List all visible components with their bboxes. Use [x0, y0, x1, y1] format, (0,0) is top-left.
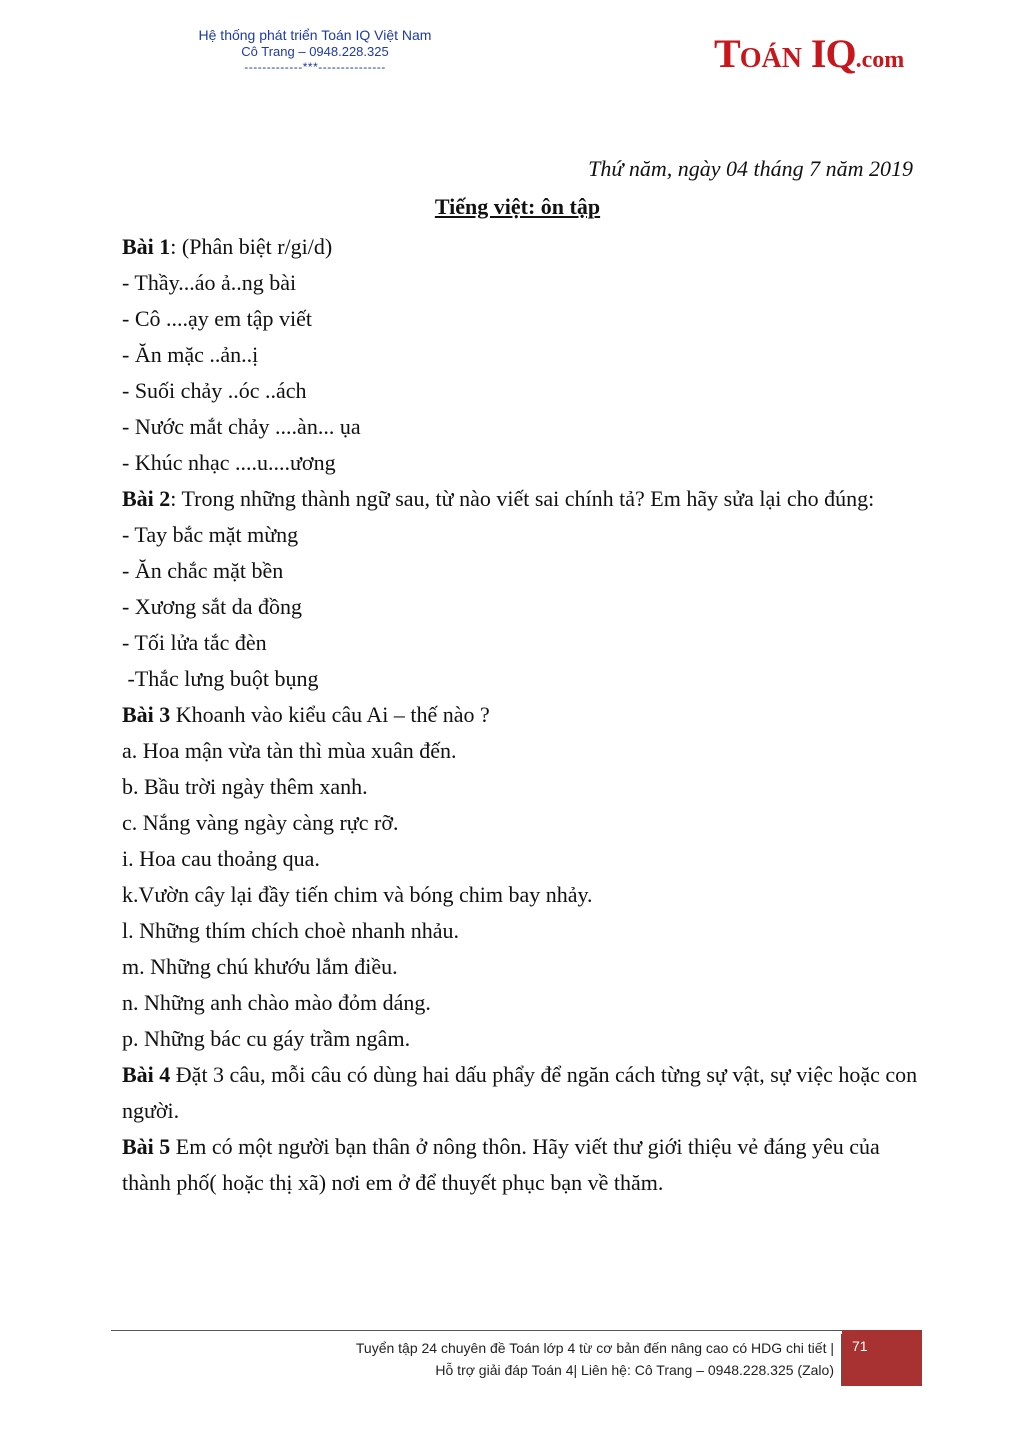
exercise-body — [122, 229, 922, 1201]
footer-line-1: Tuyển tập 24 chuyên đề Toán lớp 4 từ cơ bản đến nâng cao có HDG chi tiết | — [355, 1340, 834, 1356]
bai3-item: a. Hoa mận vừa tàn thì mùa xuân đến. — [122, 738, 457, 763]
bai2-item: -Thắc lưng buột bụng — [122, 666, 319, 691]
header-divider: -------------***--------------- — [244, 60, 386, 74]
header-org-block — [160, 26, 470, 74]
bai3-heading: Bài 3 Khoanh vào kiểu câu Ai – thế nào ? — [122, 702, 490, 727]
bai3-item: i. Hoa cau thoảng qua. — [122, 846, 320, 871]
toaniq-logo: TOÁN IQ.com — [714, 31, 905, 76]
bai2-item: - Xương sắt da đồng — [122, 594, 302, 619]
footer-text — [356, 1337, 834, 1381]
bai3-item: m. Những chú khướu lắm điều. — [122, 954, 398, 979]
bai3-item: l. Những thím chích choè nhanh nhảu. — [122, 918, 459, 943]
bai2-item: - Tối lửa tắc đèn — [122, 630, 267, 655]
document-title: Tiếng việt: ôn tập — [434, 194, 601, 219]
bai4-paragraph: Bài 4 Đặt 3 câu, mỗi câu có dùng hai dấu phẩy để ngăn cách từng sự vật, sự việc hoặc con người. — [122, 1062, 918, 1123]
bai3-item: b. Bầu trời ngày thêm xanh. — [122, 774, 368, 799]
document-date: Thứ năm, ngày 04 tháng 7 năm 2019 — [588, 156, 913, 181]
bai3-item: p. Những bác cu gáy trầm ngâm. — [122, 1026, 411, 1051]
bai1-item: - Khúc nhạc ....u....ương — [122, 450, 336, 475]
header-contact: Cô Trang – 0948.228.325 — [241, 44, 389, 59]
bai2-item: - Tay bắc mặt mừng — [122, 522, 299, 547]
footer-rule — [111, 1330, 922, 1331]
bai1-item: - Cô ....ạy em tập viết — [122, 306, 313, 331]
page-number-box — [842, 1330, 922, 1386]
bai3-item: n. Những anh chào mào đỏm dáng. — [122, 990, 431, 1015]
bai1-item: - Thầy...áo ả..ng bài — [122, 270, 297, 295]
header-org: Hệ thống phát triển Toán IQ Việt Nam — [198, 27, 432, 43]
bai1-item: - Ăn mặc ..ản..ị — [122, 342, 259, 367]
bai3-item: k.Vườn cây lại đầy tiến chim và bóng chim bay nhảy. — [122, 882, 593, 907]
footer-line-2: Hỗ trợ giải đáp Toán 4| Liên hệ: Cô Trang – 0948.228.325 (Zalo) — [435, 1362, 834, 1378]
page-number: 71 — [852, 1338, 868, 1354]
bai3-item: c. Nắng vàng ngày càng rực rỡ. — [122, 810, 399, 835]
bai5-paragraph: Bài 5 Em có một người bạn thân ở nông thôn. Hãy viết thư giới thiệu vẻ đáng yêu của thành phố( hoặc thị xã) nơi em ở để thuyết phục bạn về thăm. — [122, 1134, 880, 1195]
bai1-heading: Bài 1: (Phân biệt r/gi/d) — [122, 234, 333, 259]
bai2-heading: Bài 2: Trong những thành ngữ sau, từ nào viết sai chính tả? Em hãy sửa lại cho đúng: — [122, 486, 875, 511]
bai1-item: - Nước mắt chảy ....àn... ụa — [122, 414, 361, 439]
bai1-item: - Suối chảy ..óc ..ách — [122, 378, 307, 403]
bai2-item: - Ăn chắc mặt bền — [122, 558, 284, 583]
